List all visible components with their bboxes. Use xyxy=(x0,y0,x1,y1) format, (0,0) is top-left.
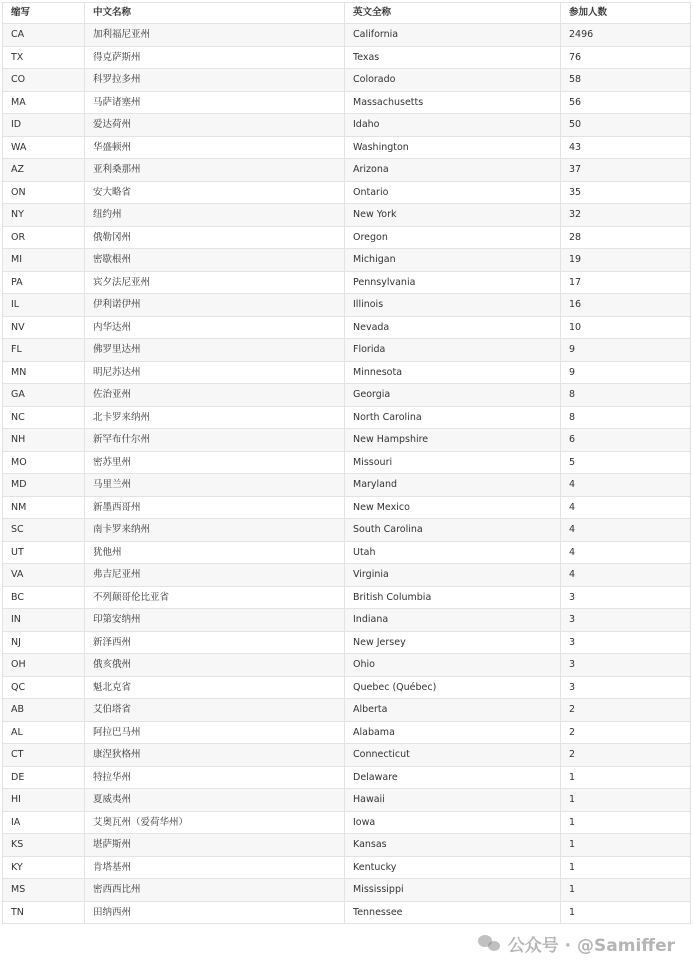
cell-participants: 1 xyxy=(561,789,691,812)
cell-participants: 19 xyxy=(561,249,691,272)
cell-chinese-name: 华盛顿州 xyxy=(85,136,345,159)
cell-participants: 2 xyxy=(561,699,691,722)
cell-english-name: Oregon xyxy=(345,226,561,249)
cell-participants: 43 xyxy=(561,136,691,159)
table-row xyxy=(3,294,691,317)
table-row xyxy=(3,114,691,137)
table-row xyxy=(3,721,691,744)
cell-chinese-name: 魁北克省 xyxy=(85,676,345,699)
cell-english-name: Utah xyxy=(345,541,561,564)
cell-participants: 9 xyxy=(561,339,691,362)
cell-chinese-name: 犹他州 xyxy=(85,541,345,564)
cell-participants: 2 xyxy=(561,721,691,744)
cell-chinese-name: 弗吉尼亚州 xyxy=(85,564,345,587)
cell-english-name: Iowa xyxy=(345,811,561,834)
cell-participants: 8 xyxy=(561,406,691,429)
cell-participants: 4 xyxy=(561,474,691,497)
cell-abbreviation: IL xyxy=(3,294,85,317)
cell-english-name: Kansas xyxy=(345,834,561,857)
cell-english-name: Ohio xyxy=(345,654,561,677)
cell-chinese-name: 南卡罗来纳州 xyxy=(85,519,345,542)
table-row xyxy=(3,766,691,789)
table-row xyxy=(3,429,691,452)
table-row xyxy=(3,181,691,204)
table-row xyxy=(3,856,691,879)
cell-abbreviation: WA xyxy=(3,136,85,159)
cell-chinese-name: 得克萨斯州 xyxy=(85,46,345,69)
header-abbreviation: 缩写 xyxy=(3,3,85,24)
cell-participants: 1 xyxy=(561,834,691,857)
cell-abbreviation: TX xyxy=(3,46,85,69)
table-row xyxy=(3,226,691,249)
cell-participants: 1 xyxy=(561,879,691,902)
cell-english-name: Tennessee xyxy=(345,901,561,924)
cell-chinese-name: 新罕布什尔州 xyxy=(85,429,345,452)
cell-abbreviation: NC xyxy=(3,406,85,429)
cell-chinese-name: 明尼苏达州 xyxy=(85,361,345,384)
cell-abbreviation: OH xyxy=(3,654,85,677)
cell-english-name: Connecticut xyxy=(345,744,561,767)
cell-chinese-name: 密歇根州 xyxy=(85,249,345,272)
cell-english-name: Illinois xyxy=(345,294,561,317)
wechat-icon xyxy=(478,934,502,954)
header-english-name: 英文全称 xyxy=(345,3,561,24)
table-row xyxy=(3,744,691,767)
table-row xyxy=(3,384,691,407)
cell-english-name: Mississippi xyxy=(345,879,561,902)
cell-english-name: Alberta xyxy=(345,699,561,722)
cell-abbreviation: QC xyxy=(3,676,85,699)
header-participants: 参加人数 xyxy=(561,3,691,24)
cell-english-name: California xyxy=(345,24,561,47)
cell-english-name: Maryland xyxy=(345,474,561,497)
cell-abbreviation: NV xyxy=(3,316,85,339)
watermark xyxy=(478,931,675,956)
cell-participants: 1 xyxy=(561,811,691,834)
table-row xyxy=(3,789,691,812)
cell-english-name: Indiana xyxy=(345,609,561,632)
table-row xyxy=(3,361,691,384)
cell-abbreviation: KS xyxy=(3,834,85,857)
cell-abbreviation: MA xyxy=(3,91,85,114)
cell-chinese-name: 新墨西哥州 xyxy=(85,496,345,519)
cell-participants: 10 xyxy=(561,316,691,339)
table-row xyxy=(3,271,691,294)
cell-english-name: Delaware xyxy=(345,766,561,789)
cell-abbreviation: AL xyxy=(3,721,85,744)
cell-chinese-name: 不列颠哥伦比亚省 xyxy=(85,586,345,609)
cell-chinese-name: 马里兰州 xyxy=(85,474,345,497)
cell-participants: 3 xyxy=(561,654,691,677)
cell-abbreviation: DE xyxy=(3,766,85,789)
cell-chinese-name: 康涅狄格州 xyxy=(85,744,345,767)
cell-abbreviation: IN xyxy=(3,609,85,632)
table-row xyxy=(3,69,691,92)
cell-chinese-name: 密苏里州 xyxy=(85,451,345,474)
cell-abbreviation: CO xyxy=(3,69,85,92)
cell-participants: 8 xyxy=(561,384,691,407)
cell-participants: 3 xyxy=(561,631,691,654)
table-row xyxy=(3,496,691,519)
cell-participants: 4 xyxy=(561,564,691,587)
cell-participants: 1 xyxy=(561,901,691,924)
cell-participants: 35 xyxy=(561,181,691,204)
cell-abbreviation: PA xyxy=(3,271,85,294)
cell-english-name: Arizona xyxy=(345,159,561,182)
cell-english-name: New York xyxy=(345,204,561,227)
cell-chinese-name: 佐治亚州 xyxy=(85,384,345,407)
cell-abbreviation: ID xyxy=(3,114,85,137)
cell-participants: 9 xyxy=(561,361,691,384)
table-row xyxy=(3,519,691,542)
cell-participants: 6 xyxy=(561,429,691,452)
cell-english-name: New Jersey xyxy=(345,631,561,654)
table-row xyxy=(3,676,691,699)
cell-participants: 4 xyxy=(561,519,691,542)
table-row xyxy=(3,834,691,857)
cell-english-name: Idaho xyxy=(345,114,561,137)
table-row xyxy=(3,46,691,69)
cell-chinese-name: 印第安纳州 xyxy=(85,609,345,632)
table-row xyxy=(3,879,691,902)
table-row xyxy=(3,136,691,159)
cell-chinese-name: 新泽西州 xyxy=(85,631,345,654)
cell-chinese-name: 马萨诸塞州 xyxy=(85,91,345,114)
cell-english-name: British Columbia xyxy=(345,586,561,609)
table-row xyxy=(3,564,691,587)
table-row xyxy=(3,654,691,677)
cell-abbreviation: NY xyxy=(3,204,85,227)
cell-abbreviation: SC xyxy=(3,519,85,542)
cell-abbreviation: NJ xyxy=(3,631,85,654)
table-body xyxy=(3,24,691,924)
cell-abbreviation: AZ xyxy=(3,159,85,182)
table-row xyxy=(3,249,691,272)
cell-abbreviation: AB xyxy=(3,699,85,722)
table-row xyxy=(3,631,691,654)
cell-abbreviation: MO xyxy=(3,451,85,474)
cell-english-name: Texas xyxy=(345,46,561,69)
cell-abbreviation: GA xyxy=(3,384,85,407)
header-chinese-name: 中文名称 xyxy=(85,3,345,24)
cell-participants: 76 xyxy=(561,46,691,69)
cell-chinese-name: 田纳西州 xyxy=(85,901,345,924)
cell-english-name: New Mexico xyxy=(345,496,561,519)
cell-participants: 50 xyxy=(561,114,691,137)
cell-chinese-name: 纽约州 xyxy=(85,204,345,227)
cell-english-name: Washington xyxy=(345,136,561,159)
cell-participants: 58 xyxy=(561,69,691,92)
table-row xyxy=(3,204,691,227)
cell-abbreviation: CT xyxy=(3,744,85,767)
cell-english-name: Quebec (Québec) xyxy=(345,676,561,699)
cell-chinese-name: 伊利诺伊州 xyxy=(85,294,345,317)
cell-english-name: Michigan xyxy=(345,249,561,272)
cell-chinese-name: 肯塔基州 xyxy=(85,856,345,879)
cell-abbreviation: UT xyxy=(3,541,85,564)
cell-chinese-name: 俄勒冈州 xyxy=(85,226,345,249)
table-row xyxy=(3,91,691,114)
cell-english-name: North Carolina xyxy=(345,406,561,429)
cell-abbreviation: VA xyxy=(3,564,85,587)
cell-english-name: Virginia xyxy=(345,564,561,587)
cell-chinese-name: 特拉华州 xyxy=(85,766,345,789)
state-table-container xyxy=(2,2,690,924)
cell-abbreviation: CA xyxy=(3,24,85,47)
watermark-text: 公众号 · @Samiffer xyxy=(507,936,675,956)
cell-participants: 28 xyxy=(561,226,691,249)
table-row xyxy=(3,586,691,609)
cell-abbreviation: OR xyxy=(3,226,85,249)
cell-participants: 2 xyxy=(561,744,691,767)
cell-abbreviation: FL xyxy=(3,339,85,362)
cell-abbreviation: HI xyxy=(3,789,85,812)
cell-english-name: Georgia xyxy=(345,384,561,407)
table-header-row xyxy=(3,3,691,24)
cell-abbreviation: BC xyxy=(3,586,85,609)
cell-chinese-name: 内华达州 xyxy=(85,316,345,339)
cell-english-name: Massachusetts xyxy=(345,91,561,114)
cell-participants: 37 xyxy=(561,159,691,182)
cell-chinese-name: 佛罗里达州 xyxy=(85,339,345,362)
table-row xyxy=(3,699,691,722)
cell-participants: 3 xyxy=(561,676,691,699)
table-row xyxy=(3,339,691,362)
cell-participants: 2496 xyxy=(561,24,691,47)
table-row xyxy=(3,316,691,339)
table-row xyxy=(3,609,691,632)
cell-participants: 1 xyxy=(561,766,691,789)
cell-participants: 17 xyxy=(561,271,691,294)
cell-chinese-name: 俄亥俄州 xyxy=(85,654,345,677)
cell-chinese-name: 阿拉巴马州 xyxy=(85,721,345,744)
table-row xyxy=(3,811,691,834)
cell-english-name: New Hampshire xyxy=(345,429,561,452)
cell-chinese-name: 安大略省 xyxy=(85,181,345,204)
cell-english-name: Ontario xyxy=(345,181,561,204)
table-row xyxy=(3,901,691,924)
cell-chinese-name: 密西西比州 xyxy=(85,879,345,902)
cell-abbreviation: MI xyxy=(3,249,85,272)
table-row xyxy=(3,406,691,429)
cell-participants: 5 xyxy=(561,451,691,474)
cell-participants: 16 xyxy=(561,294,691,317)
cell-abbreviation: MN xyxy=(3,361,85,384)
cell-chinese-name: 夏威夷州 xyxy=(85,789,345,812)
cell-participants: 32 xyxy=(561,204,691,227)
cell-abbreviation: TN xyxy=(3,901,85,924)
cell-participants: 4 xyxy=(561,496,691,519)
cell-abbreviation: ON xyxy=(3,181,85,204)
table-row xyxy=(3,474,691,497)
cell-chinese-name: 艾奥瓦州（爱荷华州） xyxy=(85,811,345,834)
cell-participants: 1 xyxy=(561,856,691,879)
cell-abbreviation: MS xyxy=(3,879,85,902)
cell-abbreviation: IA xyxy=(3,811,85,834)
table-row xyxy=(3,541,691,564)
cell-english-name: Nevada xyxy=(345,316,561,339)
cell-chinese-name: 科罗拉多州 xyxy=(85,69,345,92)
cell-english-name: Missouri xyxy=(345,451,561,474)
cell-english-name: Pennsylvania xyxy=(345,271,561,294)
cell-chinese-name: 堪萨斯州 xyxy=(85,834,345,857)
cell-participants: 3 xyxy=(561,586,691,609)
cell-english-name: Kentucky xyxy=(345,856,561,879)
cell-chinese-name: 北卡罗来纳州 xyxy=(85,406,345,429)
cell-chinese-name: 艾伯塔省 xyxy=(85,699,345,722)
cell-english-name: Colorado xyxy=(345,69,561,92)
cell-chinese-name: 宾夕法尼亚州 xyxy=(85,271,345,294)
cell-chinese-name: 爱达荷州 xyxy=(85,114,345,137)
cell-abbreviation: KY xyxy=(3,856,85,879)
table-row xyxy=(3,451,691,474)
cell-english-name: Alabama xyxy=(345,721,561,744)
cell-participants: 3 xyxy=(561,609,691,632)
cell-abbreviation: NM xyxy=(3,496,85,519)
cell-participants: 56 xyxy=(561,91,691,114)
state-participants-table xyxy=(2,2,691,924)
cell-english-name: Hawaii xyxy=(345,789,561,812)
cell-english-name: Minnesota xyxy=(345,361,561,384)
cell-abbreviation: MD xyxy=(3,474,85,497)
cell-participants: 4 xyxy=(561,541,691,564)
cell-english-name: South Carolina xyxy=(345,519,561,542)
cell-chinese-name: 亚利桑那州 xyxy=(85,159,345,182)
cell-chinese-name: 加利福尼亚州 xyxy=(85,24,345,47)
table-row xyxy=(3,24,691,47)
cell-abbreviation: NH xyxy=(3,429,85,452)
table-row xyxy=(3,159,691,182)
cell-english-name: Florida xyxy=(345,339,561,362)
